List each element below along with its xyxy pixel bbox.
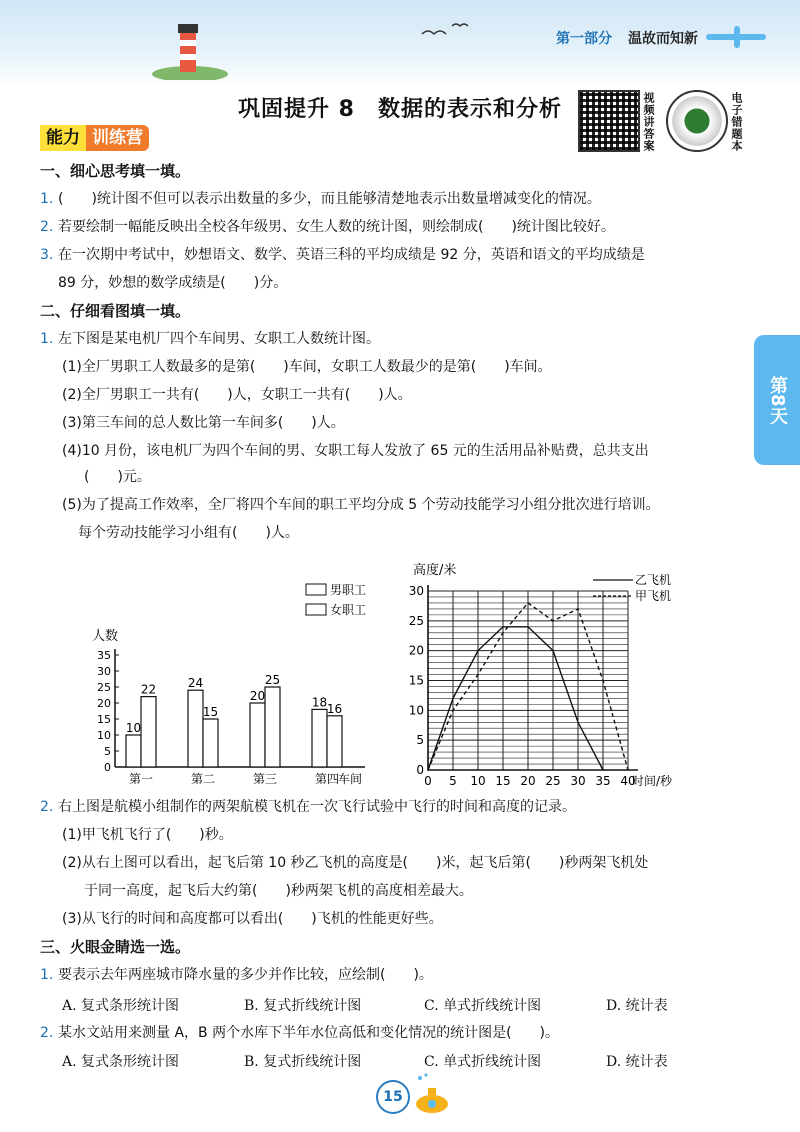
- line-legend-label: 乙飞机: [635, 573, 672, 587]
- series-point: [602, 769, 604, 771]
- bar-category-label: 第一: [128, 772, 154, 786]
- submarine-icon: [410, 1072, 450, 1116]
- series-point: [477, 674, 479, 676]
- line-y-tick-label: 0: [416, 763, 424, 777]
- line-y-tick-label: 10: [408, 703, 424, 718]
- s3-q2-text: 某水文站用来测量 A，B 两个水库下半年水位高低和变化情况的统计图是( )。: [58, 1025, 560, 1041]
- page-number: 15: [376, 1080, 410, 1114]
- series-point: [502, 632, 504, 634]
- qr-code-video[interactable]: [578, 90, 640, 152]
- series-point: [477, 650, 479, 652]
- bar-y-tick-label: 30: [97, 665, 111, 678]
- series-point: [427, 769, 429, 771]
- s2-q1-part4b: ( )元。: [84, 469, 151, 485]
- bar-female: [141, 697, 156, 767]
- series-point: [552, 650, 554, 652]
- bar-data-label: 22: [140, 682, 157, 697]
- s2-q1-text: 左下图是某电机厂四个车间男、女职工人数统计图。: [58, 331, 380, 347]
- day-tab: 第8天: [754, 335, 800, 465]
- s2-q1-number: 1.: [40, 331, 54, 347]
- line-x-tick-label: 15: [495, 774, 511, 788]
- bird-icon: [420, 20, 470, 40]
- s3-q2-option-c[interactable]: C. 单式折线统计图: [424, 1054, 542, 1070]
- series-point: [502, 626, 504, 628]
- line-y-tick-label: 5: [416, 733, 424, 748]
- qr-label-video: 视频讲答案: [642, 92, 655, 152]
- bar-y-tick-label: 10: [97, 729, 111, 742]
- s3-q1-option-d[interactable]: D. 统计表: [606, 998, 668, 1014]
- header-decoration-icon: [706, 26, 766, 50]
- line-x-tick-label: 20: [520, 774, 536, 788]
- bar-x-axis-label: 车间: [338, 772, 363, 786]
- s2-q2-text: 右上图是航模小组制作的两架航模飞机在一次飞行试验中飞行的时间和高度的记录。: [58, 799, 576, 815]
- s3-q1-option-c[interactable]: C. 单式折线统计图: [424, 998, 542, 1014]
- s1-q3-number: 3.: [40, 247, 54, 263]
- line-y-tick-label: 30: [408, 584, 424, 598]
- bar-female: [203, 719, 218, 767]
- section-1-heading: 一、细心思考填一填。: [40, 162, 191, 180]
- line-x-tick-label: 5: [449, 774, 457, 788]
- s2-q2-part2a: (2)从右上图可以看出，起飞后第 10 秒乙飞机的高度是( )米，起飞后第( )秒两架飞机处: [62, 855, 649, 871]
- series-point: [627, 769, 629, 771]
- bar-male: [250, 703, 265, 767]
- bar-data-label: 15: [202, 705, 219, 719]
- bar-y-tick-label: 35: [97, 649, 111, 662]
- series-point: [452, 698, 454, 700]
- s3-q2-number: 2.: [40, 1025, 54, 1041]
- bar-category-label: 第三: [252, 772, 278, 786]
- line-x-tick-label: 10: [470, 774, 486, 788]
- bar-chart-ylabel: 人数: [92, 629, 119, 644]
- line-x-tick-label: 0: [424, 774, 432, 788]
- bar-data-label: 10: [125, 721, 142, 735]
- bar-data-label: 20: [249, 689, 266, 703]
- qr-label-error-book: 电子错题本: [730, 92, 743, 152]
- s2-q1-part1: (1)全厂男职工人数最多的是第( )车间，女职工人数最少的是第( )车间。: [62, 359, 552, 375]
- s2-q1-part5b: 每个劳动技能学习小组有( )人。: [78, 525, 299, 541]
- bar-data-label: 24: [187, 676, 204, 691]
- header-part: 第一部分: [556, 31, 612, 47]
- header-subtitle: 温故而知新: [628, 31, 698, 47]
- banner-part1: 能力: [40, 125, 86, 151]
- s2-q1-part4a: (4)10 月份，该电机厂为四个车间的男、女职工每人发放了 65 元的生活用品补贴费，总共支出: [62, 443, 649, 459]
- series-point: [527, 626, 529, 628]
- line-x-axis-label: 时间/秒: [632, 774, 673, 788]
- bar-data-label: 16: [326, 701, 343, 716]
- line-x-tick-label: 40: [620, 774, 636, 788]
- s1-q2-number: 2.: [40, 219, 54, 235]
- series-point: [452, 710, 454, 712]
- s1-q3-text-1: 在一次期中考试中，妙想语文、数学、英语三科的平均成绩是 92 分，英语和语文的平均成绩是: [58, 247, 645, 263]
- s1-q1-text: ( )统计图不但可以表示出数量的多少，而且能够清楚地表示出数量增减变化的情况。: [58, 191, 601, 207]
- bar-male: [188, 690, 203, 767]
- series-point: [602, 680, 604, 682]
- s3-q2-option-a[interactable]: A. 复式条形统计图: [62, 1054, 180, 1070]
- s2-q1-part2: (2)全厂男职工一共有( )人，女职工一共有( )人。: [62, 387, 412, 403]
- bar-data-label: 25: [264, 673, 281, 687]
- s3-q2-option-d[interactable]: D. 统计表: [606, 1054, 668, 1070]
- bar-y-tick-label: 5: [104, 745, 111, 758]
- series-point: [527, 602, 529, 604]
- bar-y-tick-label: 0: [104, 761, 111, 774]
- line-x-tick-label: 30: [570, 774, 586, 788]
- series-point: [552, 620, 554, 622]
- bar-legend-swatch: [306, 604, 326, 615]
- bar-data-label: 18: [311, 695, 328, 710]
- bar-y-tick-label: 15: [97, 713, 111, 726]
- line-y-tick-label: 20: [408, 643, 424, 658]
- bar-legend-label: 男职工: [330, 583, 367, 597]
- line-legend-label: 甲飞机: [635, 589, 672, 603]
- section-2-heading: 二、仔细看图填一填。: [40, 302, 191, 320]
- s1-q3-text-2: 89 分，妙想的数学成绩是( )分。: [58, 275, 288, 291]
- bar-legend-label: 女职工: [330, 603, 367, 617]
- line-y-tick-label: 25: [408, 613, 424, 628]
- bar-legend-swatch: [306, 584, 326, 595]
- line-x-tick-label: 35: [595, 774, 611, 788]
- bar-chart: [80, 560, 410, 790]
- bar-male: [126, 735, 141, 767]
- section-3-heading: 三、火眼金睛选一选。: [40, 938, 191, 956]
- bar-category-label: 第二: [190, 772, 216, 786]
- line-chart: [405, 560, 710, 790]
- s3-q1-text: 要表示去年两座城市降水量的多少并作比较，应绘制( )。: [58, 967, 433, 983]
- bar-male: [312, 709, 327, 767]
- s3-q1-option-b[interactable]: B. 复式折线统计图: [244, 998, 362, 1014]
- qr-code-error-book[interactable]: [666, 90, 728, 152]
- bar-y-tick-label: 25: [97, 681, 111, 694]
- bar-female: [327, 716, 342, 767]
- banner: [40, 125, 149, 151]
- s2-q1-part5a: (5)为了提高工作效率，全厂将四个车间的职工平均分成 5 个劳动技能学习小组分批次进行培训。: [62, 497, 660, 513]
- line-x-tick-label: 25: [545, 774, 561, 788]
- s2-q2-part3: (3)从飞行的时间和高度都可以看出( )飞机的性能更好些。: [62, 911, 443, 927]
- s2-q1-part3: (3)第三车间的总人数比第一车间多( )人。: [62, 415, 345, 431]
- line-chart-ylabel: 高度/米: [413, 563, 457, 578]
- line-y-tick-label: 15: [408, 673, 424, 688]
- page-title: 巩固提升 8 数据的表示和分析: [238, 97, 562, 122]
- series-point: [577, 721, 579, 723]
- series-point: [577, 608, 579, 610]
- bar-category-label: 第四: [314, 772, 340, 786]
- s1-q1-number: 1.: [40, 191, 54, 207]
- s2-q2-part2b: 于同一高度，起飞后大约第( )秒两架飞机的高度相差最大。: [84, 883, 473, 899]
- s2-q2-part1: (1)甲飞机飞行了( )秒。: [62, 827, 233, 843]
- s1-q2-text: 若要绘制一幅能反映出全校各年级男、女生人数的统计图，则绘制成( )统计图比较好。: [58, 219, 615, 235]
- s3-q1-option-a[interactable]: A. 复式条形统计图: [62, 998, 180, 1014]
- banner-part2: 训练营: [86, 125, 149, 151]
- lighthouse-icon: [150, 18, 230, 80]
- s2-q2-number: 2.: [40, 799, 54, 815]
- s3-q1-number: 1.: [40, 967, 54, 983]
- s3-q2-option-b[interactable]: B. 复式折线统计图: [244, 1054, 362, 1070]
- bar-female: [265, 687, 280, 767]
- bar-y-tick-label: 20: [97, 697, 111, 710]
